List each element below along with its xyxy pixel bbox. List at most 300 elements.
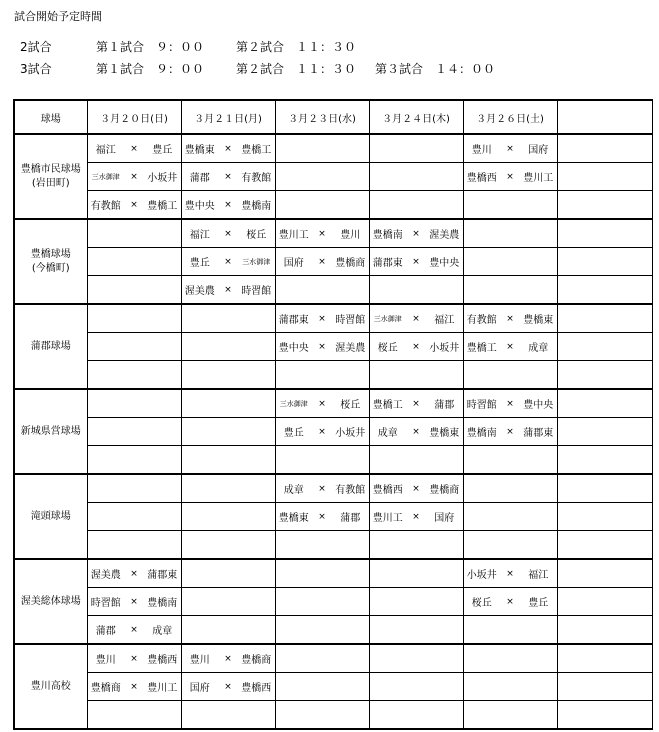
- table-row: [14, 248, 652, 276]
- date-header: [557, 100, 652, 134]
- venue-cell: [14, 389, 87, 474]
- team-away: 福江: [528, 570, 549, 581]
- empty-cell: [369, 644, 463, 673]
- team-away: 蒲郡東: [523, 428, 554, 439]
- empty-cell: [181, 616, 275, 645]
- team-away: 豊橋南: [147, 598, 178, 609]
- venue-name: 豊橋球場: [30, 248, 71, 260]
- team-home: 時習館: [466, 400, 497, 411]
- team-home: 豊橋南: [466, 428, 497, 439]
- date-header: ３月２４日(木): [369, 100, 463, 134]
- team-home: 福江: [95, 145, 116, 156]
- versus-mark: ×: [224, 284, 232, 295]
- table-row: [14, 673, 652, 701]
- venue-cell: [14, 559, 87, 644]
- empty-cell: [275, 644, 369, 673]
- empty-cell: [557, 588, 652, 616]
- empty-cell: [369, 616, 463, 645]
- team-home: 蒲郡東: [372, 258, 403, 269]
- match-cell: [369, 503, 463, 531]
- match-cell: [87, 191, 181, 220]
- team-away: 豊橋工: [147, 201, 178, 212]
- versus-mark: ×: [130, 681, 138, 692]
- match-cell: [463, 389, 557, 418]
- team-home: 成章: [283, 485, 304, 496]
- team-away: 豊橋商: [241, 655, 272, 666]
- match-cell: [369, 219, 463, 248]
- versus-mark: ×: [412, 398, 420, 409]
- table-row: [14, 503, 652, 531]
- versus-mark: ×: [224, 681, 232, 692]
- team-home: 有教館: [90, 201, 121, 212]
- versus-mark: ×: [130, 171, 138, 182]
- empty-cell: [181, 389, 275, 418]
- team-home: 桜丘: [377, 343, 398, 354]
- empty-cell: [557, 503, 652, 531]
- empty-cell: [369, 673, 463, 701]
- empty-cell: [369, 191, 463, 220]
- empty-cell: [275, 531, 369, 560]
- match-cell: [87, 559, 181, 588]
- team-away: 時習館: [241, 286, 272, 297]
- empty-cell: [463, 701, 557, 730]
- team-home: 時習館: [90, 598, 121, 609]
- empty-cell: [463, 474, 557, 503]
- schedule-table: [13, 99, 653, 730]
- versus-mark: ×: [318, 341, 326, 352]
- team-home: 豊橋工: [372, 400, 403, 411]
- team-away: 豊橋東: [429, 428, 460, 439]
- match-cell: [463, 418, 557, 446]
- game2-label: 第２試合: [236, 40, 285, 54]
- empty-cell: [87, 531, 181, 560]
- empty-cell: [87, 248, 181, 276]
- game1-time: ９：００: [156, 62, 205, 76]
- table-row: [14, 559, 652, 588]
- empty-cell: [557, 333, 652, 361]
- empty-cell: [87, 333, 181, 361]
- match-cell: [463, 559, 557, 588]
- empty-cell: [87, 389, 181, 418]
- versus-mark: ×: [318, 313, 326, 324]
- team-home: 豊橋商: [90, 683, 121, 694]
- date-header: ３月２１日(月): [181, 100, 275, 134]
- games-count-label: 3試合: [20, 62, 52, 76]
- empty-cell: [275, 701, 369, 730]
- table-row: [14, 163, 652, 191]
- match-cell: [87, 134, 181, 163]
- empty-cell: [369, 701, 463, 730]
- team-away: 豊中央: [523, 400, 554, 411]
- team-home: 三水御津: [373, 314, 402, 323]
- date-header: ３月２６日(土): [463, 100, 557, 134]
- team-away: 有教館: [335, 485, 366, 496]
- versus-mark: ×: [506, 596, 514, 607]
- match-cell: [275, 503, 369, 531]
- team-home: 豊橋東: [184, 145, 215, 156]
- versus-mark: ×: [412, 341, 420, 352]
- match-cell: [275, 248, 369, 276]
- empty-cell: [557, 191, 652, 220]
- team-away: 豊中央: [429, 258, 460, 269]
- date-header: ３月２３日(水): [275, 100, 369, 134]
- empty-cell: [87, 446, 181, 475]
- team-away: 豊丘: [528, 598, 549, 609]
- empty-cell: [87, 276, 181, 305]
- team-away: 三水御津: [242, 257, 271, 266]
- empty-cell: [557, 644, 652, 673]
- team-away: 豊橋商: [335, 258, 366, 269]
- venue-name: 蒲郡球場: [30, 340, 71, 352]
- table-row: [14, 333, 652, 361]
- match-cell: [181, 248, 275, 276]
- team-home: 豊橋工: [466, 343, 497, 354]
- match-cell: [463, 588, 557, 616]
- venue-location: (岩田町): [31, 177, 70, 189]
- venue-name: 滝頭球場: [30, 510, 71, 522]
- table-row: [14, 616, 652, 645]
- table-row: [14, 191, 652, 220]
- empty-cell: [463, 191, 557, 220]
- empty-cell: [369, 531, 463, 560]
- match-cell: [181, 276, 275, 305]
- empty-cell: [275, 446, 369, 475]
- match-cell: [181, 163, 275, 191]
- match-cell: [181, 191, 275, 220]
- team-home: 有教館: [466, 315, 497, 326]
- match-cell: [275, 389, 369, 418]
- venue-cell: [14, 304, 87, 389]
- empty-cell: [557, 701, 652, 730]
- team-home: 豊川: [471, 145, 492, 156]
- versus-mark: ×: [318, 256, 326, 267]
- team-away: 豊橋南: [241, 201, 272, 212]
- empty-cell: [557, 134, 652, 163]
- empty-cell: [463, 446, 557, 475]
- team-home: 豊中央: [278, 343, 309, 354]
- versus-mark: ×: [318, 398, 326, 409]
- game3-label: 第３試合: [375, 62, 424, 76]
- empty-cell: [557, 673, 652, 701]
- venue-cell: [14, 474, 87, 559]
- table-row: [14, 701, 652, 730]
- team-away: 成章: [152, 626, 173, 637]
- team-away: 小坂井: [335, 428, 366, 439]
- team-home: 豊橋南: [372, 230, 403, 241]
- table-row: [14, 446, 652, 475]
- team-away: 豊橋商: [429, 485, 460, 496]
- team-away: 豊川工: [147, 683, 178, 694]
- game3-time: １４：００: [435, 62, 496, 76]
- team-home: 豊橋東: [278, 513, 309, 524]
- empty-cell: [275, 276, 369, 305]
- empty-cell: [87, 701, 181, 730]
- game1-time: ９：００: [156, 40, 205, 54]
- team-away: 蒲郡: [434, 400, 455, 411]
- empty-cell: [369, 361, 463, 390]
- versus-mark: ×: [224, 171, 232, 182]
- empty-cell: [87, 418, 181, 446]
- versus-mark: ×: [506, 398, 514, 409]
- empty-cell: [87, 503, 181, 531]
- venue-cell: [14, 219, 87, 304]
- empty-cell: [463, 644, 557, 673]
- versus-mark: ×: [224, 653, 232, 664]
- venue-header: 球場: [14, 100, 87, 134]
- team-away: 渥美農: [335, 343, 366, 354]
- table-row: [14, 644, 652, 673]
- team-home: 三水御津: [279, 399, 308, 408]
- team-away: 国府: [528, 145, 549, 156]
- empty-cell: [557, 531, 652, 560]
- empty-cell: [557, 559, 652, 588]
- versus-mark: ×: [130, 596, 138, 607]
- empty-cell: [87, 474, 181, 503]
- team-away: 成章: [528, 343, 549, 354]
- empty-cell: [463, 276, 557, 305]
- empty-cell: [181, 588, 275, 616]
- empty-cell: [275, 616, 369, 645]
- games-count-label: 2試合: [20, 40, 52, 54]
- empty-cell: [275, 361, 369, 390]
- empty-cell: [181, 418, 275, 446]
- empty-cell: [463, 531, 557, 560]
- team-away: 蒲郡: [340, 513, 361, 524]
- empty-cell: [87, 304, 181, 333]
- match-cell: [369, 389, 463, 418]
- empty-cell: [557, 361, 652, 390]
- versus-mark: ×: [318, 483, 326, 494]
- team-home: 豊丘: [283, 428, 304, 439]
- team-away: 豊橋西: [241, 683, 272, 694]
- versus-mark: ×: [412, 228, 420, 239]
- table-row: [14, 276, 652, 305]
- table-row: [14, 588, 652, 616]
- versus-mark: ×: [318, 426, 326, 437]
- versus-mark: ×: [224, 199, 232, 210]
- team-home: 渥美農: [90, 570, 121, 581]
- team-away: 蒲郡東: [147, 570, 178, 581]
- team-away: 豊橋工: [241, 145, 272, 156]
- empty-cell: [87, 219, 181, 248]
- match-cell: [369, 333, 463, 361]
- team-home: 三水御津: [91, 172, 120, 181]
- match-cell: [181, 219, 275, 248]
- team-away: 豊川: [340, 230, 361, 241]
- match-cell: [275, 219, 369, 248]
- empty-cell: [463, 248, 557, 276]
- table-row: [14, 389, 652, 418]
- versus-mark: ×: [412, 426, 420, 437]
- table-row: [14, 361, 652, 390]
- team-home: 豊橋西: [372, 485, 403, 496]
- team-home: 豊川工: [372, 513, 403, 524]
- team-away: 小坂井: [429, 343, 460, 354]
- match-cell: [463, 134, 557, 163]
- team-home: 蒲郡: [189, 173, 210, 184]
- game1-label: 第１試合: [96, 40, 145, 54]
- empty-cell: [463, 219, 557, 248]
- table-row: [14, 219, 652, 248]
- empty-cell: [181, 531, 275, 560]
- versus-mark: ×: [506, 426, 514, 437]
- empty-cell: [275, 163, 369, 191]
- match-cell: [463, 163, 557, 191]
- venue-cell: [14, 644, 87, 729]
- empty-cell: [557, 446, 652, 475]
- empty-cell: [557, 163, 652, 191]
- team-away: 豊橋東: [523, 315, 554, 326]
- empty-cell: [181, 304, 275, 333]
- team-away: 小坂井: [147, 173, 178, 184]
- team-home: 桜丘: [471, 598, 492, 609]
- versus-mark: ×: [506, 313, 514, 324]
- empty-cell: [557, 276, 652, 305]
- date-header: ３月２０日(日): [87, 100, 181, 134]
- team-away: 福江: [434, 315, 455, 326]
- match-cell: [463, 333, 557, 361]
- match-cell: [87, 644, 181, 673]
- team-away: 豊橋西: [147, 655, 178, 666]
- empty-cell: [557, 219, 652, 248]
- team-home: 渥美農: [184, 286, 215, 297]
- empty-cell: [181, 559, 275, 588]
- match-cell: [369, 474, 463, 503]
- empty-cell: [369, 588, 463, 616]
- team-away: 桜丘: [340, 400, 361, 411]
- team-away: 豊丘: [152, 145, 173, 156]
- versus-mark: ×: [318, 228, 326, 239]
- versus-mark: ×: [130, 624, 138, 635]
- table-row: [14, 418, 652, 446]
- game2-time: １１：３０: [296, 40, 357, 54]
- versus-mark: ×: [130, 143, 138, 154]
- match-cell: [87, 616, 181, 645]
- empty-cell: [181, 333, 275, 361]
- versus-mark: ×: [224, 256, 232, 267]
- versus-mark: ×: [412, 256, 420, 267]
- match-cell: [275, 474, 369, 503]
- match-cell: [463, 304, 557, 333]
- versus-mark: ×: [130, 653, 138, 664]
- empty-cell: [369, 276, 463, 305]
- team-home: 豊丘: [189, 258, 210, 269]
- match-cell: [87, 588, 181, 616]
- venue-cell: [14, 134, 87, 219]
- match-cell: [87, 163, 181, 191]
- page-title: 試合開始予定時間: [14, 10, 102, 23]
- versus-mark: ×: [224, 228, 232, 239]
- table-row: [14, 134, 652, 163]
- versus-mark: ×: [412, 511, 420, 522]
- empty-cell: [463, 673, 557, 701]
- empty-cell: [181, 503, 275, 531]
- match-cell: [275, 333, 369, 361]
- team-home: 蒲郡東: [278, 315, 309, 326]
- empty-cell: [275, 191, 369, 220]
- empty-cell: [87, 361, 181, 390]
- team-home: 国府: [189, 683, 210, 694]
- venue-location: (今橋町): [31, 262, 70, 274]
- versus-mark: ×: [318, 511, 326, 522]
- empty-cell: [275, 673, 369, 701]
- team-away: 豊川工: [523, 173, 554, 184]
- empty-cell: [557, 389, 652, 418]
- empty-cell: [275, 134, 369, 163]
- team-home: 豊川: [189, 655, 210, 666]
- match-cell: [181, 673, 275, 701]
- team-home: 蒲郡: [95, 626, 116, 637]
- versus-mark: ×: [130, 199, 138, 210]
- team-home: 成章: [377, 428, 398, 439]
- table-row: [14, 531, 652, 560]
- empty-cell: [181, 474, 275, 503]
- team-away: 桜丘: [246, 230, 267, 241]
- empty-cell: [369, 134, 463, 163]
- empty-cell: [557, 304, 652, 333]
- empty-cell: [463, 361, 557, 390]
- versus-mark: ×: [506, 171, 514, 182]
- empty-cell: [275, 559, 369, 588]
- game2-time: １１：３０: [296, 62, 357, 76]
- match-cell: [369, 304, 463, 333]
- versus-mark: ×: [224, 143, 232, 154]
- empty-cell: [369, 163, 463, 191]
- team-home: 福江: [189, 230, 210, 241]
- versus-mark: ×: [412, 313, 420, 324]
- empty-cell: [557, 418, 652, 446]
- team-home: 国府: [283, 258, 304, 269]
- empty-cell: [369, 559, 463, 588]
- empty-cell: [181, 446, 275, 475]
- match-cell: [181, 644, 275, 673]
- table-row: [14, 304, 652, 333]
- team-home: 豊橋西: [466, 173, 497, 184]
- empty-cell: [181, 361, 275, 390]
- team-home: 豊川: [95, 655, 116, 666]
- empty-cell: [557, 474, 652, 503]
- match-cell: [369, 248, 463, 276]
- table-row: [14, 474, 652, 503]
- empty-cell: [181, 701, 275, 730]
- empty-cell: [275, 588, 369, 616]
- team-home: 豊川工: [278, 230, 309, 241]
- match-cell: [181, 134, 275, 163]
- venue-name: 新城県営球場: [20, 425, 81, 437]
- versus-mark: ×: [506, 143, 514, 154]
- empty-cell: [557, 248, 652, 276]
- empty-cell: [463, 616, 557, 645]
- game1-label: 第１試合: [96, 62, 145, 76]
- team-away: 渥美農: [429, 230, 460, 241]
- empty-cell: [557, 616, 652, 645]
- empty-cell: [369, 446, 463, 475]
- versus-mark: ×: [506, 568, 514, 579]
- team-home: 豊中央: [184, 201, 215, 212]
- team-away: 国府: [434, 513, 455, 524]
- header-row: [14, 100, 652, 134]
- venue-name: 渥美総体球場: [20, 595, 81, 607]
- team-home: 小坂井: [466, 570, 497, 581]
- versus-mark: ×: [130, 568, 138, 579]
- match-cell: [275, 304, 369, 333]
- match-cell: [369, 418, 463, 446]
- match-cell: [275, 418, 369, 446]
- venue-name: 豊川高校: [30, 680, 71, 692]
- empty-cell: [463, 503, 557, 531]
- versus-mark: ×: [506, 341, 514, 352]
- versus-mark: ×: [412, 483, 420, 494]
